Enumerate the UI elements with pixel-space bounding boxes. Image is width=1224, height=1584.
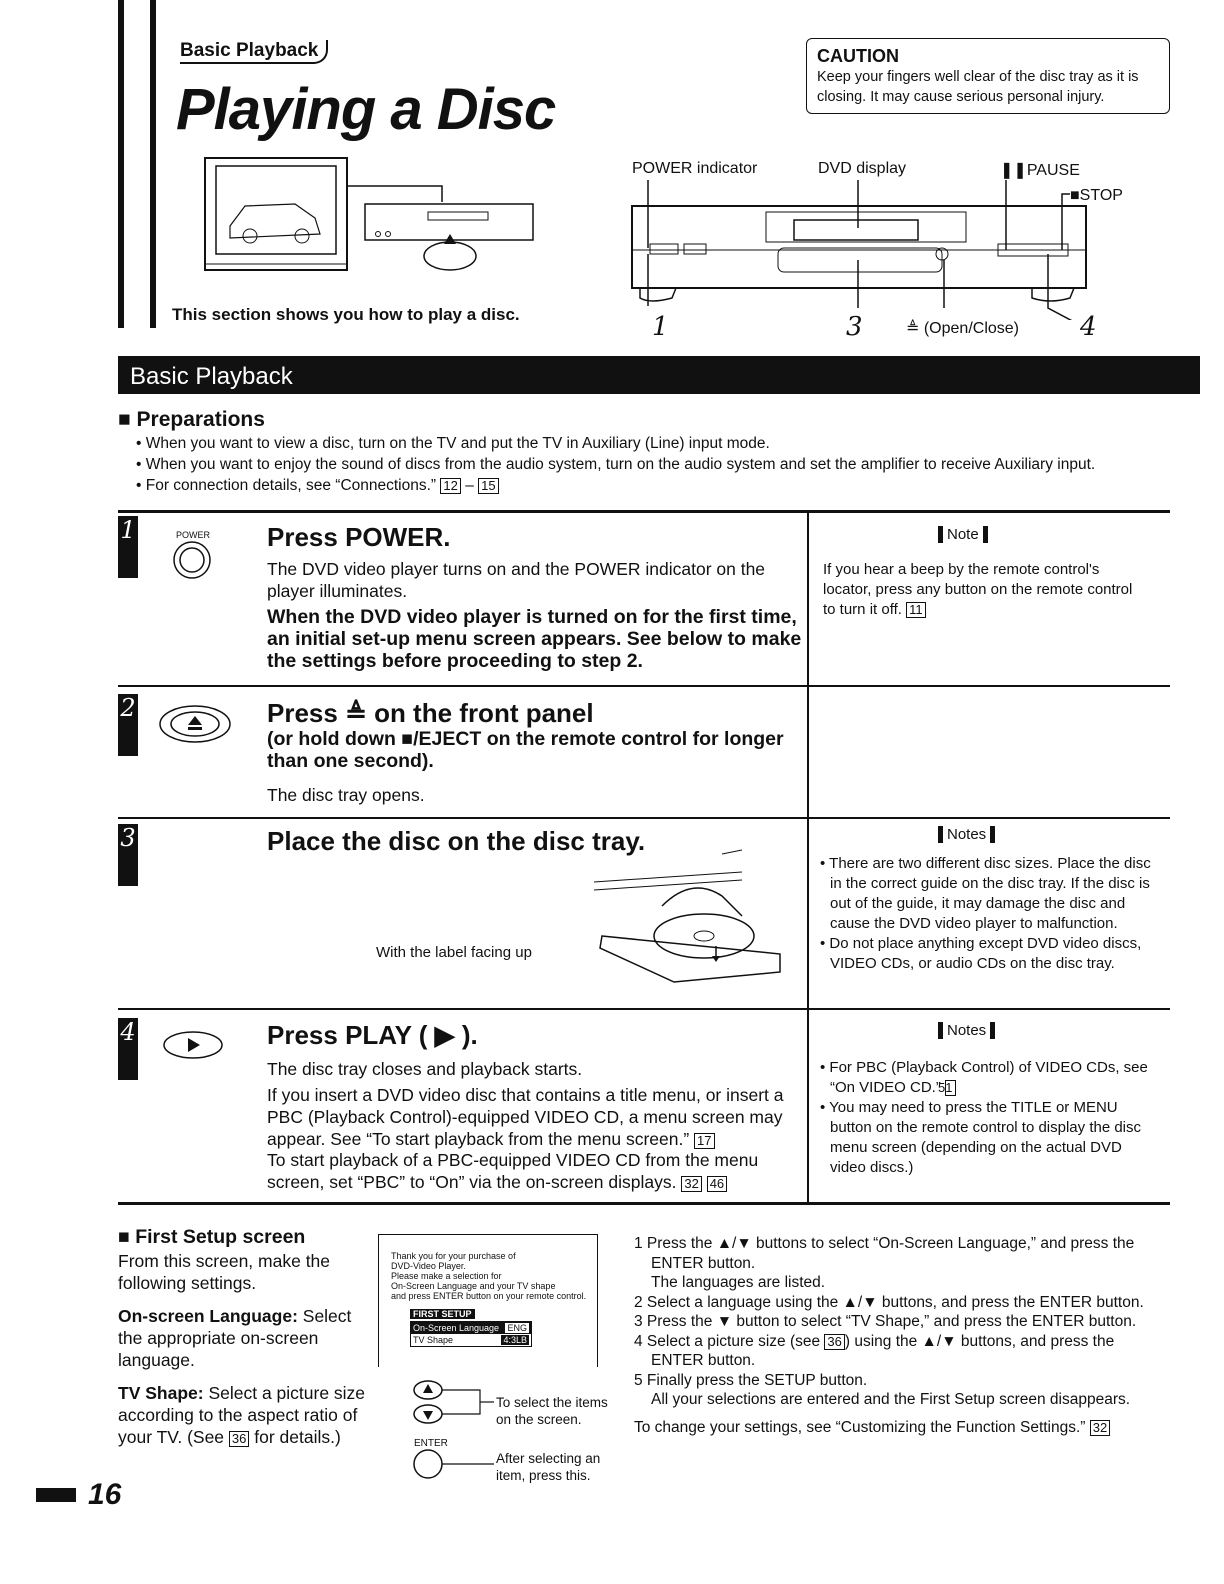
- step4-notes: [818, 1058, 1160, 1178]
- setup-step-5: 5 Finally press the SETUP button.: [634, 1371, 868, 1389]
- setup-step-4: 4 Select a picture size (see 36 ) using the ▲/▼ buttons, and press the: [634, 1332, 1115, 1350]
- preparations-heading: ■ Preparations: [118, 408, 265, 431]
- enter-caption: After selecting an item, press this.: [496, 1451, 601, 1483]
- step1-note-tag-wrap: [938, 526, 988, 544]
- steps-column-divider: [807, 512, 809, 1204]
- step3-title: Place the disc on the disc tray.: [267, 826, 646, 856]
- open-close-label: ≜ (Open/Close): [906, 320, 1019, 337]
- intro-text: This section shows you how to play a disc.: [172, 305, 520, 324]
- page-title: Playing a Disc: [176, 77, 556, 142]
- section-band: Basic Playback: [118, 356, 1200, 394]
- notes-tag: Notes: [938, 826, 995, 843]
- caution-text-1: Keep your fingers well clear of the disc tray as it is: [817, 69, 1139, 85]
- page-ref[interactable]: 15: [478, 478, 498, 494]
- first-setup-tvshape: TV Shape: Select a picture size according to the aspect ratio of your TV. (See 36 for details.): [118, 1383, 366, 1447]
- screen-text: [391, 1251, 591, 1301]
- select-caption: To select the items on the screen.: [496, 1395, 608, 1427]
- step1-body: The DVD video player turns on and the POWER indicator on the player illuminates.: [267, 559, 766, 601]
- page-ref[interactable]: 36: [824, 1334, 844, 1350]
- screen-line-3: Please make a selection for: [391, 1271, 502, 1281]
- power-indicator-label: POWER indicator: [632, 160, 758, 177]
- callout-4: 4: [1080, 312, 1097, 342]
- page-number-bar: [36, 1488, 76, 1502]
- step3-note-tag-wrap: [938, 826, 995, 844]
- step4-body-2: If you insert a DVD video disc that contains a title menu, or insert a PBC (Playback Control)-equipped VIDEO CD, a menu screen may appear. See “To start playback from the menu screen.” 17: [267, 1085, 784, 1149]
- step1-note-text: If you hear a beep by the remote control's locator, press any button on the remote control to turn it off. 11: [823, 561, 1133, 618]
- section-label: Basic Playback: [180, 40, 328, 64]
- up-down-buttons-icon: [392, 1378, 496, 1430]
- step2-title: Press ≜ on the front panel: [267, 698, 594, 728]
- page-number: 16: [88, 1478, 122, 1511]
- page-ref[interactable]: 46: [707, 1176, 727, 1192]
- first-setup-heading: ■ First Setup screen: [118, 1226, 306, 1248]
- caution-text-2: closing. It may cause serious personal injury.: [817, 89, 1105, 105]
- stop-label: ■STOP: [1070, 187, 1123, 204]
- caution-title: CAUTION: [817, 46, 899, 66]
- dvd-player-front-illustration: [630, 180, 1090, 320]
- step2-body: The disc tray opens.: [267, 785, 425, 805]
- step3-caption: With the label facing up: [376, 944, 532, 961]
- step-number-4: 4: [118, 1018, 138, 1080]
- step4-body-1: The disc tray closes and playback starts.: [267, 1059, 583, 1079]
- page-ref[interactable]: 51: [945, 1080, 955, 1096]
- step1-bold-text: When the DVD video player is turned on for the first time, an initial set-up menu screen appears. See below to make the settings before proceeding to step 2.: [267, 606, 802, 672]
- setup-steps: [634, 1234, 1194, 1437]
- step1-title: Press POWER.: [267, 522, 451, 552]
- power-button-label: POWER: [176, 530, 211, 540]
- page-ref[interactable]: 36: [229, 1431, 249, 1447]
- page-ref[interactable]: 32: [1090, 1420, 1110, 1436]
- step2-bold-text: (or hold down ■/EJECT on the remote control for longer than one second).: [267, 728, 784, 772]
- screen-line-2: DVD-Video Player.: [391, 1261, 466, 1271]
- page-ref[interactable]: 17: [694, 1133, 714, 1149]
- step-divider-3: [118, 1008, 1170, 1010]
- screen-menu-title: FIRST SETUP: [410, 1309, 475, 1319]
- step4-title: Press PLAY ( ▶ ).: [267, 1020, 478, 1050]
- step-number-3: 3: [118, 824, 138, 886]
- play-button-icon: [162, 1030, 224, 1060]
- setup-step-2: 2 Select a language using the ▲/▼ buttons, and press the ENTER button.: [634, 1293, 1144, 1311]
- prep-bullet-3: • For connection details, see “Connections.” 12 – 15: [136, 475, 1196, 496]
- tv-player-illustration: [200, 156, 540, 276]
- step-number-2: 2: [118, 694, 138, 756]
- screen-option-2[interactable]: TV Shape 4:3LB: [413, 1335, 527, 1345]
- caution-box: [806, 38, 1170, 114]
- callout-3: 3: [846, 312, 863, 342]
- pause-label: ❚❚PAUSE: [1000, 162, 1080, 179]
- notes-tag: Notes: [938, 1022, 995, 1039]
- step4-note-1: • For PBC (Playback Control) of VIDEO CDs, see “On VIDEO CD.” 51: [820, 1059, 1148, 1096]
- screen-line-1: Thank you for your purchase of: [391, 1251, 516, 1261]
- enter-label: ENTER: [414, 1438, 448, 1449]
- dvd-display-label: DVD display: [818, 160, 907, 177]
- disc-tray-illustration: [592, 846, 788, 994]
- page-ref[interactable]: 11: [906, 602, 926, 618]
- preparations-list: [136, 433, 1196, 496]
- prep-bullet-1: • When you want to view a disc, turn on the TV and put the TV in Auxiliary (Line) input mode.: [136, 433, 1196, 454]
- first-setup-intro: From this screen, make the following settings.: [118, 1251, 331, 1293]
- first-setup-language: On-screen Language: Select the appropriate on-screen language.: [118, 1306, 352, 1370]
- setup-step-5-cont: All your selections are entered and the First Setup screen disappears.: [651, 1391, 1131, 1408]
- setup-step-3: 3 Press the ▼ button to select “TV Shape,” and press the ENTER button.: [634, 1313, 1137, 1330]
- step-divider-1: [118, 685, 1170, 687]
- prep-bullet-2: • When you want to enjoy the sound of discs from the audio system, turn on the audio system and set the amplifier to receive Auxiliary input.: [136, 454, 1196, 475]
- step3-note-1: • There are two different disc sizes. Place the disc in the correct guide on the disc tray. If the disc is out of the guide, it may damage the disc and cause the DVD video player to malfunction.: [820, 855, 1151, 932]
- screen-option-1[interactable]: On-Screen Language ENG: [411, 1322, 531, 1334]
- setup-step-1-note: The languages are listed.: [651, 1274, 826, 1291]
- section-bar-left: [118, 0, 124, 328]
- callout-1: 1: [652, 312, 669, 342]
- setup-step-1: 1 Press the ▲/▼ buttons to select “On-Screen Language,” and press the: [634, 1235, 1135, 1252]
- section-bar-right: [150, 0, 156, 328]
- page-ref[interactable]: 12: [440, 478, 460, 494]
- step4-body-3: To start playback of a PBC-equipped VIDEO CD from the menu screen, set “PBC” to “On” via the on-screen displays. 32 46: [267, 1150, 759, 1192]
- open-close-button-icon: [158, 704, 232, 744]
- step-number-1: 1: [118, 516, 138, 578]
- step4-note-tag-wrap: [938, 1022, 995, 1040]
- page-ref[interactable]: 32: [681, 1176, 701, 1192]
- screen-line-4: On-Screen Language and your TV shape: [391, 1281, 556, 1291]
- screen-line-5: and press ENTER button on your remote control.: [391, 1291, 587, 1301]
- setup-step-1-cont: ENTER button.: [651, 1254, 756, 1272]
- change-settings-text: To change your settings, see “Customizing the Function Settings.” 32: [634, 1418, 1194, 1438]
- steps-bottom-rule: [118, 1202, 1170, 1205]
- enter-button-icon: [412, 1448, 496, 1482]
- note-tag: Note: [938, 526, 988, 543]
- power-button-icon: [172, 540, 212, 580]
- setup-step-4-cont: ENTER button.: [651, 1352, 756, 1369]
- step3-note-2: • Do not place anything except DVD video discs, VIDEO CDs, or audio CDs on the disc tray.: [820, 935, 1142, 972]
- step3-notes: [818, 854, 1160, 974]
- screen-menu: [410, 1321, 532, 1347]
- steps-top-rule: [118, 510, 1170, 513]
- first-setup-screen: [378, 1234, 598, 1367]
- step-divider-2: [118, 817, 1170, 819]
- step4-note-2: • You may need to press the TITLE or MENU button on the remote control to display the disc menu screen (depending on the actual DVD video discs.): [820, 1099, 1142, 1176]
